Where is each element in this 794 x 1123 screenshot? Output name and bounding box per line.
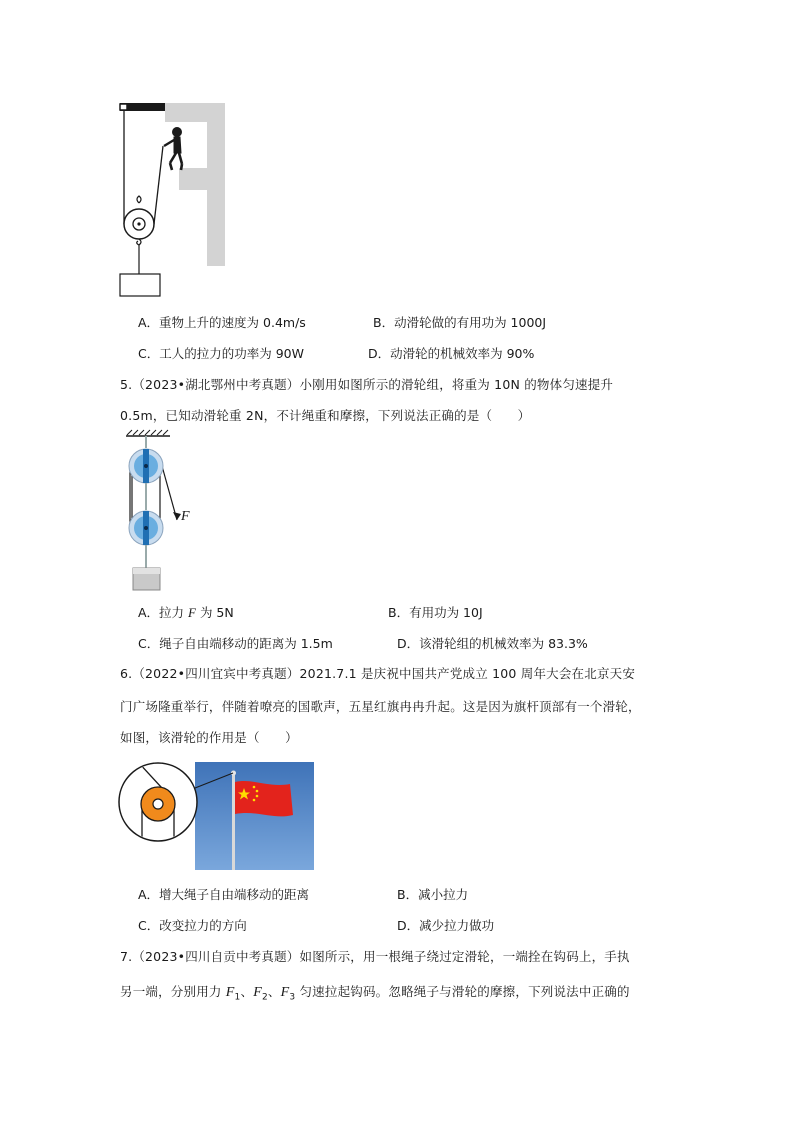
- q5-option-c: C．绳子自由端移动的距离为 1.5m: [138, 636, 333, 651]
- q4-option-a: A．重物上升的速度为 0.4m/s: [138, 315, 306, 330]
- q4-option-d: D．动滑轮的机械效率为 90%: [368, 346, 535, 361]
- q6-stem-line2: 门广场隆重举行，伴随着嘹亮的国歌声，五星红旗冉冉升起。这是因为旗杆顶部有一个滑轮，: [120, 699, 641, 714]
- weight-box: [120, 274, 160, 296]
- q5-stem-line1: 5.（2023•湖北鄂州中考真题）小刚用如图所示的滑轮组，将重为 10N 的物体匀速提升: [120, 377, 614, 392]
- q5-stem-line2: 0.5m，已知动滑轮重 2N，不计绳重和摩擦，下列说法正确的是（ ）: [120, 408, 531, 423]
- q6-option-b: B．减小拉力: [397, 887, 469, 902]
- force-label-f: F: [181, 509, 190, 524]
- q6-stem-line1: 6.（2022•四川宜宾中考真题）2021.7.1 是庆祝中国共产党成立 100 周年大会在北京天安: [120, 666, 636, 681]
- q6-option-d: D．减少拉力做功: [397, 918, 495, 933]
- flag-pulley-figure: [118, 760, 318, 872]
- building-wall: [165, 103, 225, 266]
- q7-stem-line1: 7.（2023•四川自贡中考真题）如图所示，用一根绳子绕过定滑轮，一端拴在钩码上，手执: [120, 949, 630, 964]
- q6-stem-line3: 如图，该滑轮的作用是（ ）: [120, 730, 298, 745]
- sky-photo: [195, 762, 314, 870]
- worker-silhouette: [164, 128, 182, 171]
- q5-option-d: D．该滑轮组的机械效率为 83.3%: [397, 636, 588, 651]
- q7-stem-line2: 另一端，分别用力 $F_1$、$F_2$、$F_3$ 匀速拉起钩码。忽略绳子与滑轮的摩擦，下列说法中正确的: [120, 984, 630, 1003]
- q6-option-c: C．改变拉力的方向: [138, 918, 247, 933]
- red-flag: [235, 781, 293, 816]
- q5-option-a: A．拉力 F 为 5N: [138, 605, 234, 620]
- q4-option-b: B．动滑轮做的有用功为 1000J: [373, 315, 547, 330]
- q4-option-c: C．工人的拉力的功率为 90W: [138, 346, 304, 361]
- worker-pulley-figure: [115, 98, 230, 300]
- q5-option-b: B．有用功为 10J: [388, 605, 483, 620]
- q6-option-a: A．增大绳子自由端移动的距离: [138, 887, 310, 902]
- pulley-block-figure: [118, 428, 208, 596]
